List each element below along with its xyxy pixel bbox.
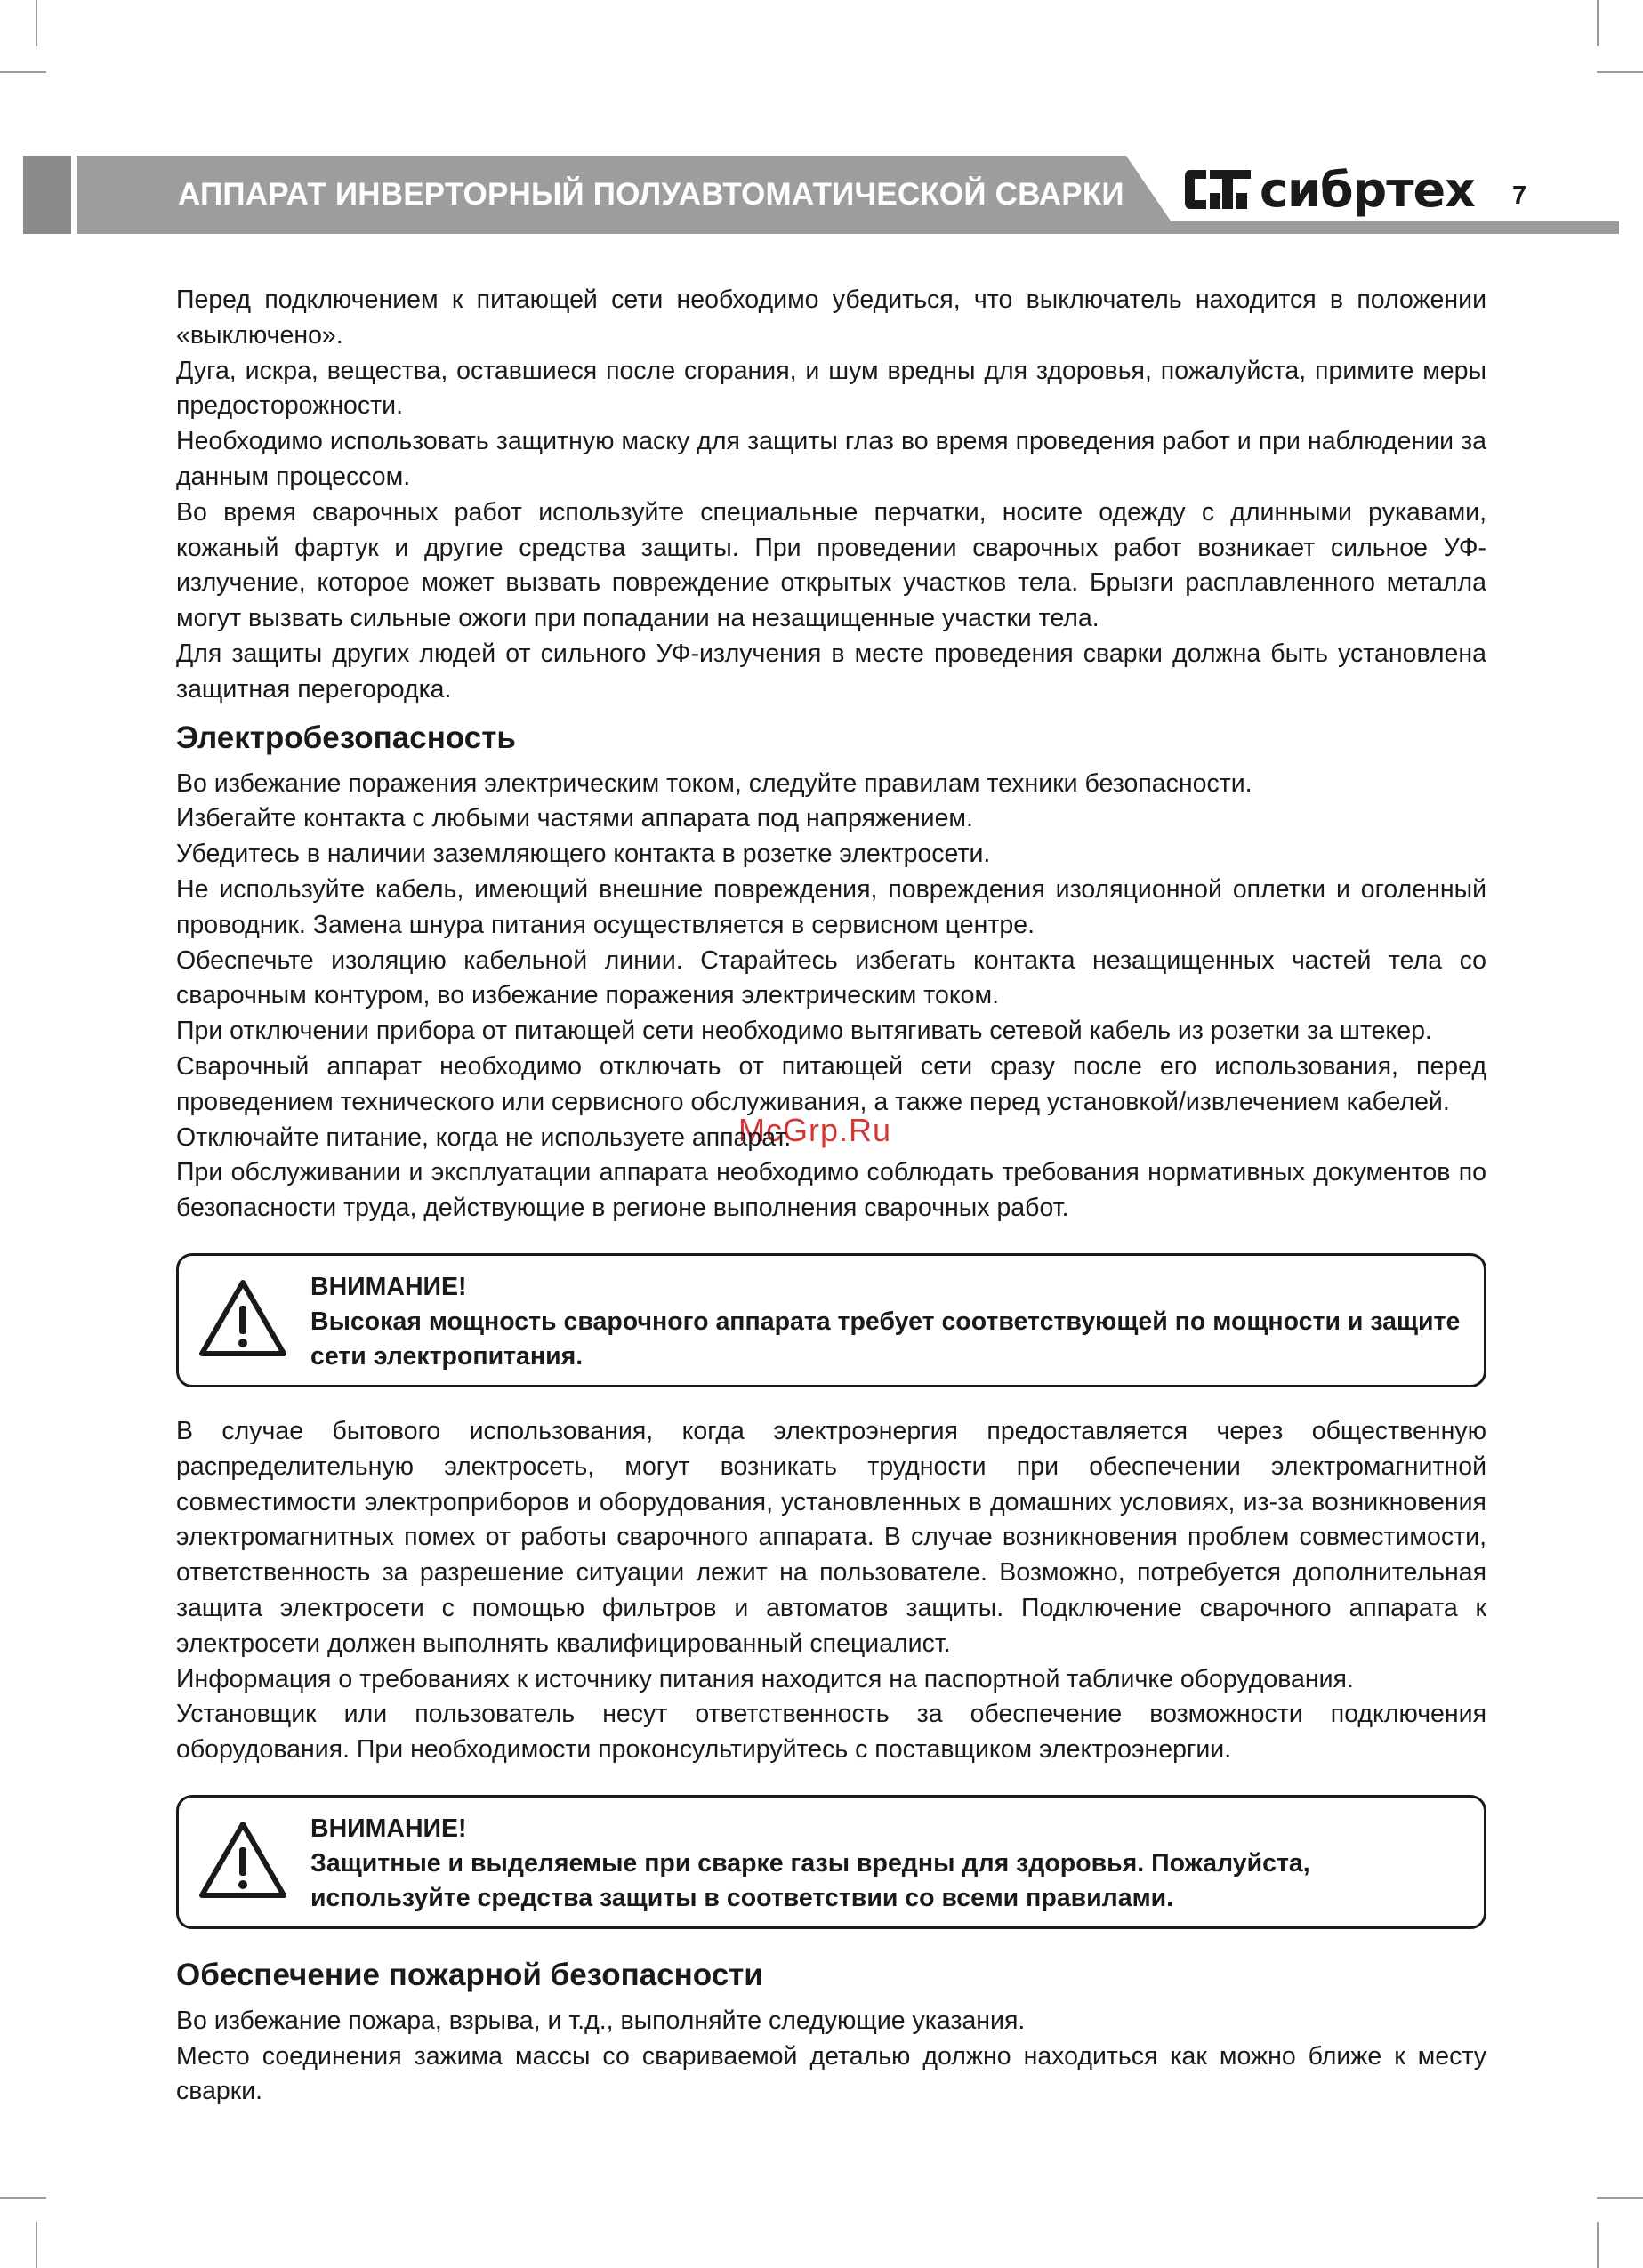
paragraph: Убедитесь в наличии заземляющего контакта в розетке электросети. — [176, 840, 991, 869]
paragraph: При обслуживании и эксплуатации аппарата необходимо соблюдать требования нормативных документов по безопасности труда, действующие в регионе выполнения сварочных работ. — [176, 1158, 1486, 1223]
paragraph: Сварочный аппарат необходимо отключать от питающей сети сразу после его использования, перед проведением технического или сервисного обслуживания, а также перед установкой/извлечением кабелей. — [176, 1051, 1486, 1116]
paragraph: Место соединения зажима массы со свариваемой деталью должно находиться как можно ближе к месту сварки. — [176, 2041, 1486, 2106]
brand-logo — [1183, 163, 1475, 216]
crop-mark — [36, 0, 37, 46]
logo-text: сибртех — [1260, 161, 1475, 218]
fire-section — [176, 2004, 1486, 2110]
paragraph: Избегайте контакта с любыми частями аппарата под напряжением. — [176, 804, 973, 833]
warning-box — [176, 1795, 1486, 1929]
page-content — [176, 283, 1486, 2110]
warning-triangle-icon — [197, 1277, 289, 1359]
paragraph: Во время сварочных работ используйте специальные перчатки, носите одежду с длинными рукавами, кожаный фартук и другие средства защиты. При проведении сварочных работ возникает сильное УФ-излучение, которое может вызвать повреждение открытых участков тела. Брызги расплавленного металла могут вызвать сильные ожоги при попадании на незащищенные участки тела. — [176, 497, 1486, 633]
header-rule — [1156, 221, 1619, 234]
electrical-section — [176, 767, 1486, 1226]
warning-body: Высокая мощность сварочного аппарата требует соответствующей по мощности и защите сети электропитания. — [310, 1307, 1461, 1371]
warning-box — [176, 1253, 1486, 1387]
paragraph: Необходимо использовать защитную маску для защиты глаз во время проведения работ и при наблюдении за данным процессом. — [176, 427, 1486, 491]
paragraph: Информация о требованиях к источнику питания находится на паспортной табличке оборудования. — [176, 1664, 1354, 1693]
warning-text — [310, 1270, 1464, 1374]
intro-section — [176, 283, 1486, 708]
household-section — [176, 1414, 1486, 1768]
paragraph: Отключайте питание, когда не используете аппарат. — [176, 1122, 792, 1152]
paragraph: Установщик или пользователь несут ответственность за обеспечение возможности подключения оборудования. При необходимости проконсультируйтесь с поставщиком электроэнергии. — [176, 1700, 1486, 1765]
section-heading-fire: Обеспечение пожарной безопасности — [176, 1957, 763, 1992]
paragraph: Перед подключением к питающей сети необходимо убедиться, что выключатель находится в положении «выключено». — [176, 286, 1486, 350]
paragraph: Для защиты других людей от сильного УФ-излучения в месте проведения сварки должна быть установлена защитная перегородка. — [176, 639, 1486, 704]
header-stub — [23, 156, 71, 234]
paragraph: Во избежание пожара, взрыва, и т.д., выполняйте следующие указания. — [176, 2006, 1026, 2035]
warning-title: ВНИМАНИЕ! — [310, 1272, 467, 1301]
paragraph: Во избежание поражения электрическим током, следуйте правилам техники безопасности. — [176, 768, 1252, 798]
crop-mark — [0, 2197, 46, 2199]
crop-mark — [36, 2222, 37, 2268]
crop-mark — [0, 71, 46, 73]
crop-mark — [1597, 2222, 1599, 2268]
watermark: McGrp.Ru — [738, 1112, 892, 1148]
crop-mark — [1597, 0, 1599, 46]
page-title: АППАРАТ ИНВЕРТОРНЫЙ ПОЛУАВТОМАТИЧЕСКОЙ СВАРКИ — [178, 177, 1124, 212]
section-heading-electrical: Электробезопасность — [176, 720, 516, 755]
warning-title: ВНИМАНИЕ! — [310, 1814, 467, 1843]
warning-triangle-icon — [197, 1819, 289, 1901]
header-stub-gap — [71, 156, 77, 234]
sibrtech-logo-icon — [1183, 166, 1256, 213]
paragraph: Обеспечьте изоляцию кабельной линии. Старайтесь избегать контакта незащищенных частей тела со сварочным контуром, во избежание поражения электрическим током. — [176, 945, 1486, 1010]
paragraph: Не используйте кабель, имеющий внешние повреждения, повреждения изоляционной оплетки и оголенный проводник. Замена шнура питания осуществляется в сервисном центре. — [176, 874, 1486, 939]
page-number: 7 — [1512, 181, 1527, 210]
crop-mark — [1597, 71, 1643, 73]
paragraph: При отключении прибора от питающей сети необходимо вытягивать сетевой кабель из розетки за штекер. — [176, 1017, 1432, 1046]
paragraph: Дуга, искра, вещества, оставшиеся после сгорания, и шум вредны для здоровья, пожалуйста, примите меры предосторожности. — [176, 356, 1486, 421]
warning-text — [310, 1812, 1464, 1916]
crop-mark — [1597, 2197, 1643, 2199]
warning-body: Защитные и выделяемые при сварке газы вредны для здоровья. Пожалуйста, используйте средства защиты в соответствии со всеми правилами. — [310, 1848, 1310, 1912]
paragraph: В случае бытового использования, когда электроэнергия предоставляется через общественную распределительную электросеть, могут возникать трудности при обеспечении электромагнитной совместимости электроприборов и оборудования, установленных в домашних условиях, из-за возникновения электромагнитных помех от работы сварочного аппарата. В случае возникновения проблем совместимости, ответственность за разрешение ситуации лежит на пользователе. Возможно, потребуется дополнительная защита электросети с помощью фильтров и автоматов защиты. Подключение сварочного аппарата к электросети должен выполнять квалифицированный специалист. — [176, 1416, 1486, 1658]
